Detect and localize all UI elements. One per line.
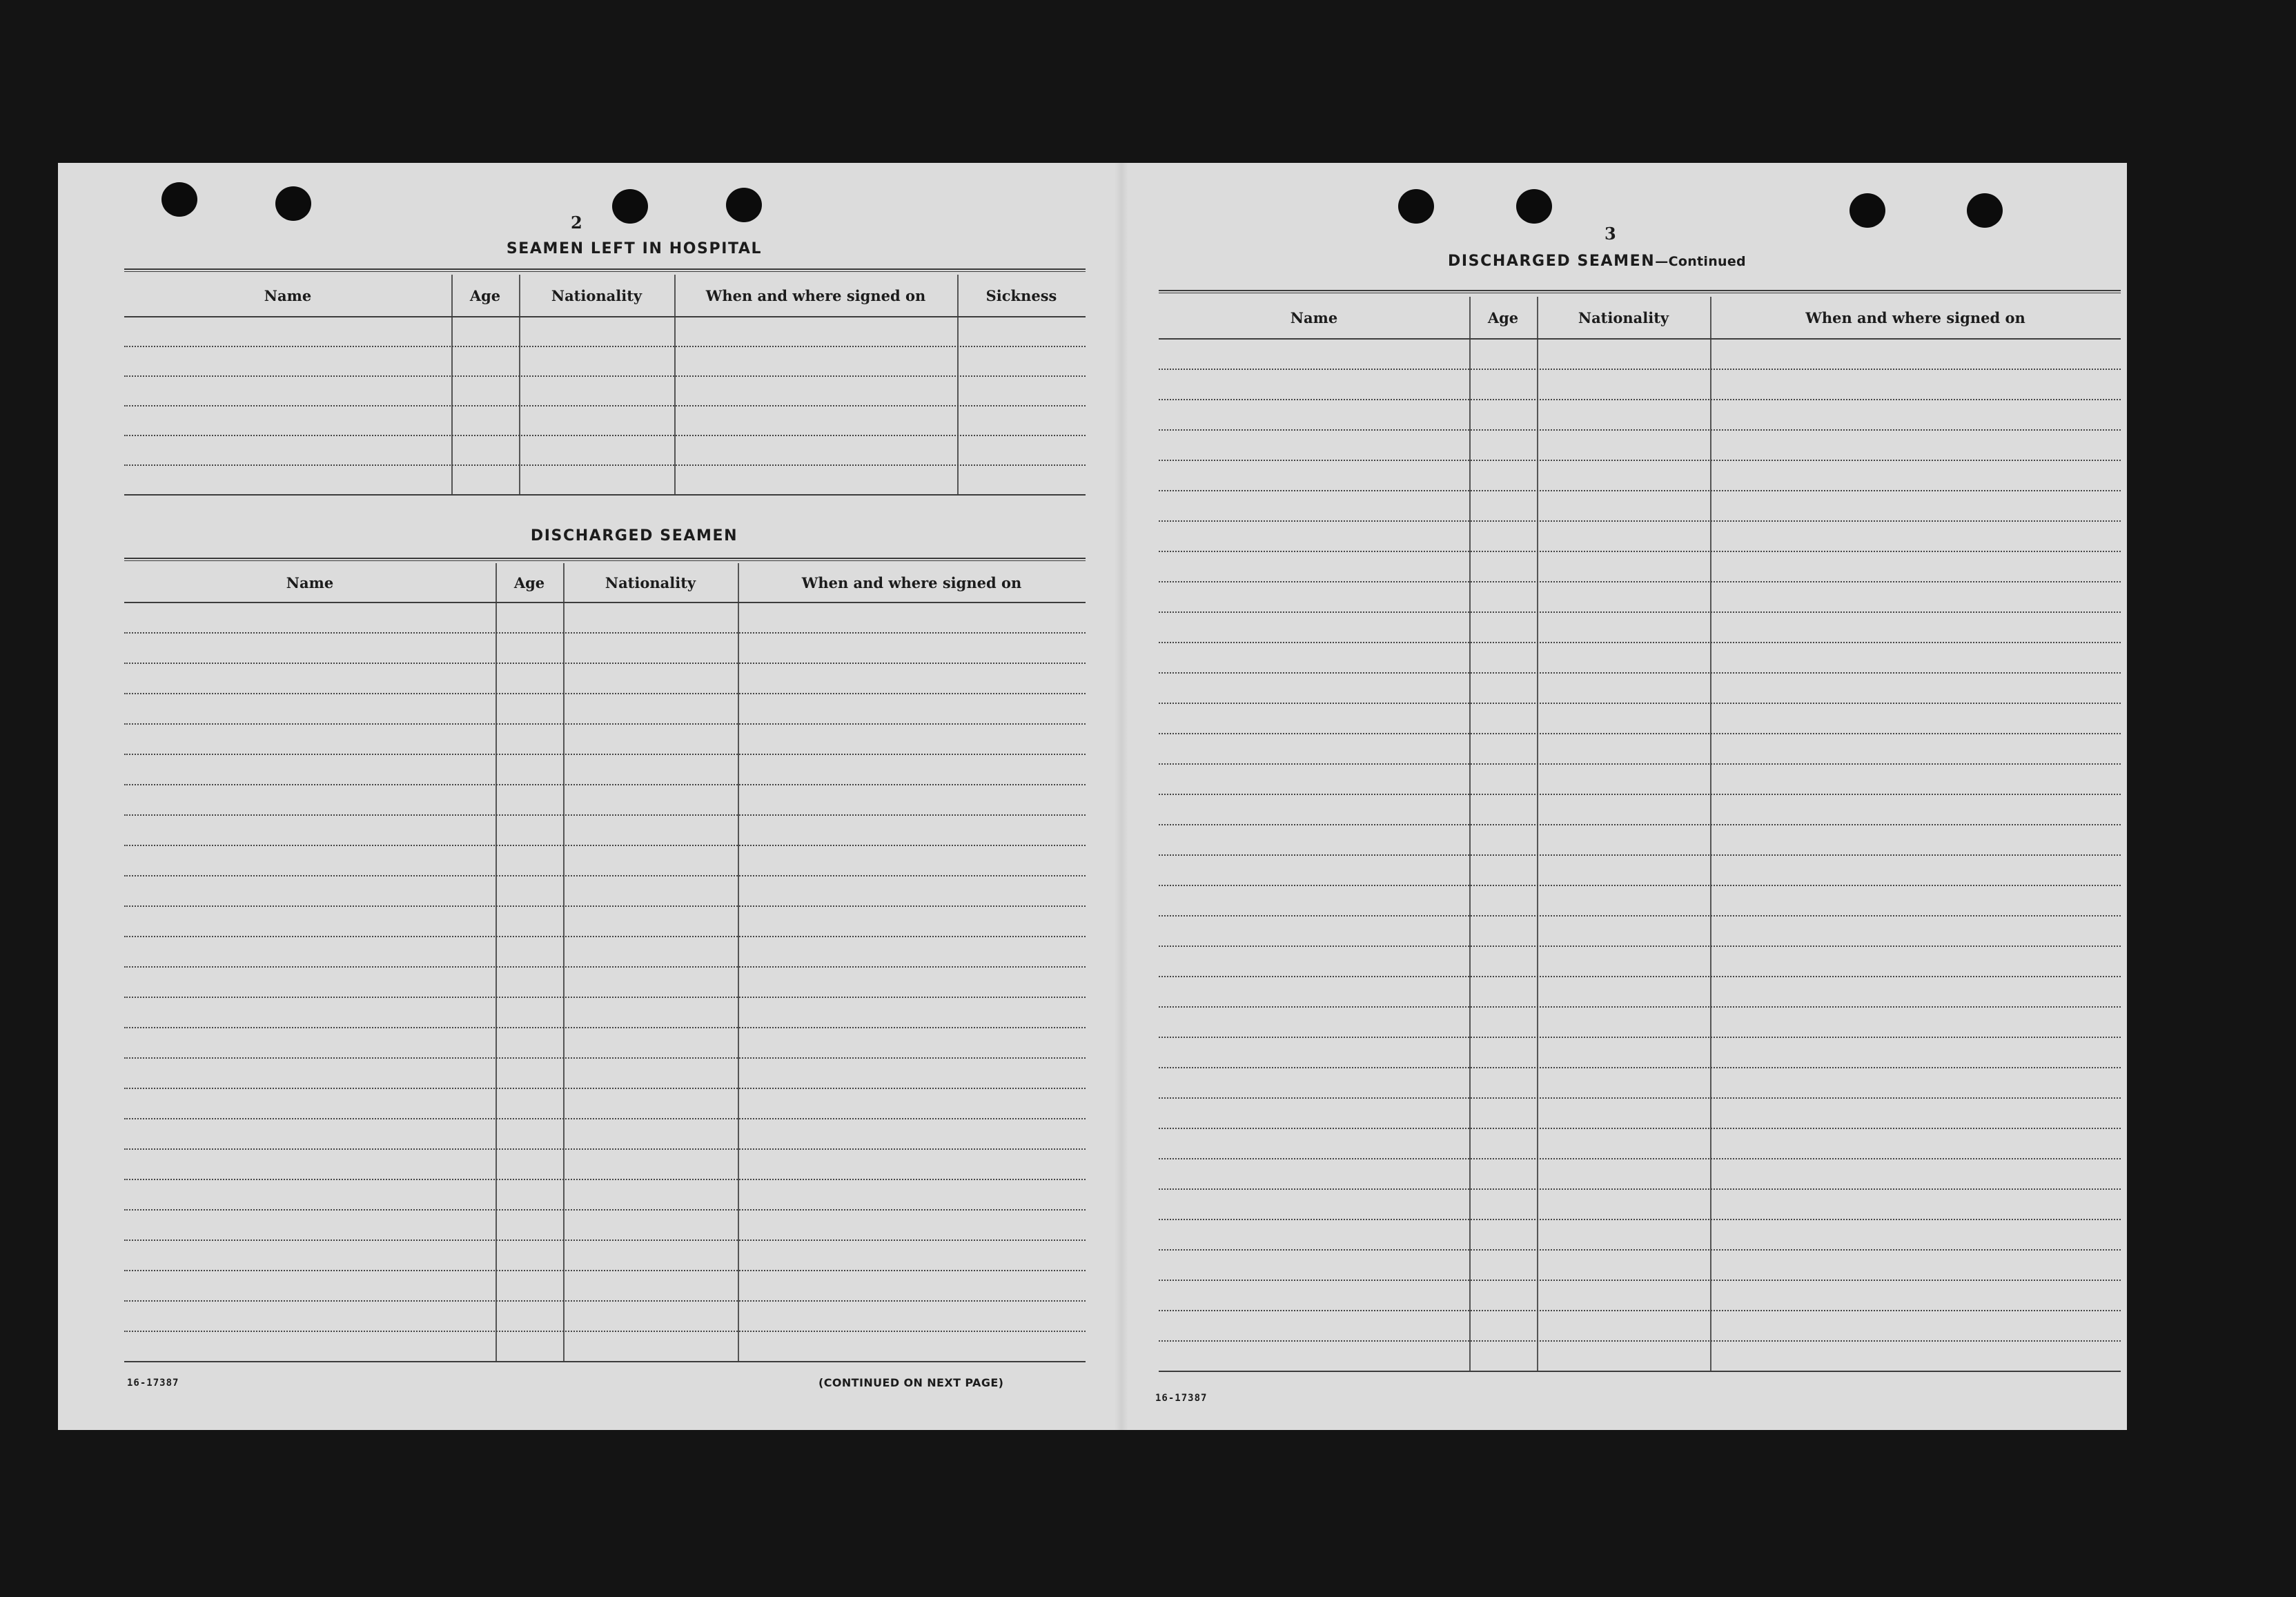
table-row-line	[1159, 1219, 2121, 1220]
document-sheet	[58, 163, 2127, 1430]
header-underline	[124, 316, 1086, 317]
punch-hole	[612, 189, 648, 224]
column-header: When and where signed on	[1805, 308, 2025, 326]
table-row-line	[124, 693, 1086, 694]
table-row-line	[1159, 1128, 2121, 1129]
table-row-line	[124, 375, 1086, 377]
punch-hole	[1849, 193, 1885, 228]
table-row-line	[1159, 885, 2121, 886]
table-row-line	[1159, 1067, 2121, 1068]
table-row-line	[1159, 672, 2121, 674]
table-row-line	[124, 845, 1086, 846]
punch-hole	[161, 182, 197, 217]
table-row-line	[1159, 1249, 2121, 1251]
table-row-line	[124, 435, 1086, 436]
discharged-continued-table	[1159, 297, 2121, 1384]
table-row-line	[1159, 429, 2121, 431]
column-divider	[957, 275, 959, 494]
table-row-line	[124, 936, 1086, 937]
table-row-line	[124, 1027, 1086, 1028]
form-number: 16-17387	[1155, 1393, 1208, 1404]
table-row-line	[124, 1179, 1086, 1180]
table-row-line	[1159, 1158, 2121, 1159]
table-row-line	[124, 1300, 1086, 1302]
table-row-line	[1159, 1006, 2121, 1008]
column-header: When and where signed on	[705, 286, 926, 304]
continued-section-title	[1383, 253, 1811, 270]
table-row-line	[1159, 854, 2121, 856]
discharged-section-title: DISCHARGED SEAMEN	[530, 527, 738, 545]
table-row-line	[1159, 703, 2121, 704]
column-header: Age	[1487, 308, 1519, 326]
table-row-line	[1159, 369, 2121, 370]
page-fold	[1115, 163, 1128, 1430]
table-row-line	[1159, 824, 2121, 825]
table-row-line	[124, 754, 1086, 755]
column-header: Age	[469, 286, 501, 304]
column-divider	[1469, 297, 1471, 1371]
column-header: Name	[264, 286, 312, 304]
column-divider	[519, 275, 520, 494]
form-number: 16-17387	[127, 1378, 179, 1389]
table-row-line	[1159, 611, 2121, 613]
column-divider	[451, 275, 453, 494]
column-divider	[495, 563, 497, 1361]
table-row-line	[124, 1331, 1086, 1332]
table-row-line	[124, 1148, 1086, 1150]
column-divider	[563, 563, 565, 1361]
punch-hole	[275, 186, 311, 221]
table-row-line	[124, 875, 1086, 876]
table-row-line	[1159, 551, 2121, 552]
table-row-line	[1159, 794, 2121, 795]
punch-hole	[1967, 193, 2003, 228]
table-row-line	[1159, 490, 2121, 491]
column-header: Name	[1290, 308, 1338, 326]
header-underline	[1159, 338, 2121, 340]
table-row-line	[124, 1270, 1086, 1271]
column-header: When and where signed on	[801, 574, 1022, 591]
table-row-line	[124, 814, 1086, 816]
table-row-line	[124, 1118, 1086, 1119]
continued-title-suffix: —Continued	[1655, 254, 1746, 269]
table-row-line	[124, 405, 1086, 406]
punch-hole	[726, 188, 762, 222]
table-row-line	[124, 905, 1086, 907]
column-header: Age	[513, 574, 545, 591]
table-row-line	[124, 1057, 1086, 1059]
table-row-line	[1159, 399, 2121, 400]
table-row-line	[124, 663, 1086, 664]
table-row-line	[124, 1088, 1086, 1089]
table-row-line	[1159, 733, 2121, 734]
column-divider	[738, 563, 739, 1361]
table-row-line	[1159, 1097, 2121, 1099]
section-rule	[1159, 290, 2121, 293]
table-row-line	[1159, 1037, 2121, 1038]
column-header: Nationality	[1578, 308, 1669, 326]
table-row-line	[124, 1361, 1086, 1362]
column-header: Name	[286, 574, 334, 591]
table-row-line	[1159, 1280, 2121, 1281]
table-row-line	[124, 464, 1086, 466]
table-row-line	[1159, 1310, 2121, 1311]
punch-hole	[1516, 189, 1552, 224]
column-header: Sickness	[985, 286, 1057, 304]
punch-hole	[1398, 189, 1434, 224]
page-number: 3	[1605, 224, 1616, 244]
continued-note: (CONTINUED ON NEXT PAGE)	[818, 1376, 1004, 1389]
table-row-line	[1159, 1340, 2121, 1342]
table-row-line	[1159, 1188, 2121, 1190]
table-row-line	[1159, 520, 2121, 522]
table-row-line	[124, 966, 1086, 968]
table-row-line	[1159, 915, 2121, 917]
table-row-line	[124, 494, 1086, 496]
page-number: 2	[571, 213, 582, 233]
table-row-line	[124, 784, 1086, 785]
column-divider	[1710, 297, 1711, 1371]
continued-title-main: DISCHARGED SEAMEN	[1448, 253, 1656, 270]
column-header: Nationality	[551, 286, 642, 304]
header-underline	[124, 602, 1086, 603]
table-row-line	[1159, 946, 2121, 947]
table-row-line	[1159, 763, 2121, 765]
table-row-line	[124, 1209, 1086, 1211]
column-divider	[674, 275, 676, 494]
column-header: Nationality	[605, 574, 696, 591]
table-row-line	[1159, 642, 2121, 643]
hospital-section-title: SEAMEN LEFT IN HOSPITAL	[506, 240, 763, 257]
table-row-line	[1159, 976, 2121, 977]
section-rule	[124, 268, 1086, 272]
discharged-table	[124, 563, 1086, 1366]
table-row-line	[124, 346, 1086, 347]
table-row-line	[1159, 1371, 2121, 1372]
table-row-line	[124, 723, 1086, 725]
table-row-line	[1159, 460, 2121, 461]
section-rule	[124, 558, 1086, 561]
column-divider	[1537, 297, 1538, 1371]
table-row-line	[124, 632, 1086, 634]
table-row-line	[124, 1240, 1086, 1241]
table-row-line	[124, 997, 1086, 998]
table-row-line	[1159, 581, 2121, 582]
